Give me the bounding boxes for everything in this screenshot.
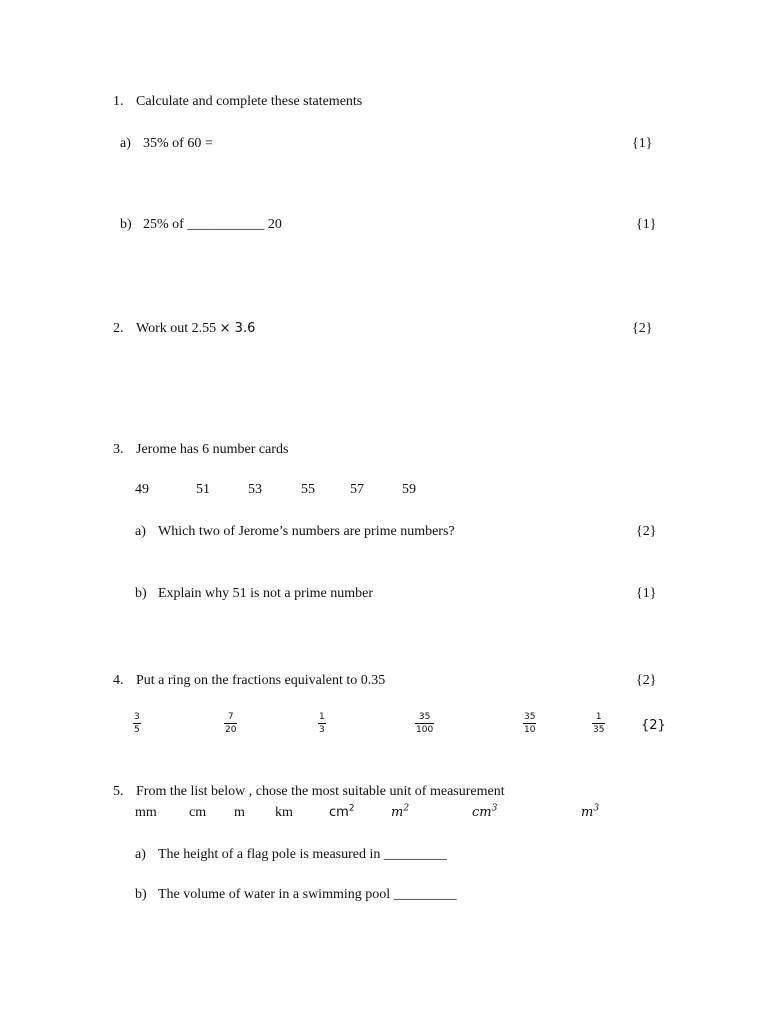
q3a-label: a) bbox=[135, 524, 146, 539]
q4-fractions-mark: {2} bbox=[641, 718, 666, 733]
unit-cm-squared bbox=[329, 804, 355, 822]
q3-text: Jerome has 6 number cards bbox=[136, 442, 289, 457]
q1b-label: b) bbox=[120, 217, 132, 232]
q2-text-main: Work out 2.55 bbox=[136, 321, 220, 336]
fraction-option[interactable] bbox=[133, 712, 141, 735]
fraction-bar bbox=[592, 723, 605, 724]
fraction-denominator: 10 bbox=[524, 725, 536, 735]
fraction-denominator: 35 bbox=[593, 725, 605, 735]
fraction-denominator: 100 bbox=[416, 725, 434, 735]
q1-number: 1. bbox=[113, 94, 124, 109]
q3-card: 53 bbox=[248, 482, 262, 497]
fraction-bar bbox=[133, 723, 141, 724]
fraction-option[interactable] bbox=[318, 712, 326, 735]
q1b-mark: {1} bbox=[636, 217, 657, 232]
unit-cm: cm bbox=[189, 805, 207, 820]
fraction-numerator: 1 bbox=[319, 712, 325, 722]
q5b-text: The volume of water in a swimming pool _________ bbox=[158, 887, 457, 902]
q5b-label: b) bbox=[135, 887, 147, 902]
unit-m-cubed-base: m bbox=[581, 805, 594, 820]
unit-mm: mm bbox=[135, 805, 157, 820]
unit-cm-cubed-base: cm bbox=[472, 805, 492, 820]
q2-text bbox=[136, 320, 255, 338]
q4-text: Put a ring on the fractions equivalent to 0.35 bbox=[136, 673, 386, 688]
fraction-bar bbox=[415, 723, 434, 724]
unit-m: m bbox=[234, 805, 245, 820]
fraction-denominator: 3 bbox=[319, 725, 325, 735]
fraction-option[interactable] bbox=[523, 712, 536, 735]
unit-m-squared bbox=[391, 804, 409, 822]
q2-times-expression: × 3.6 bbox=[219, 321, 256, 336]
q3-card: 51 bbox=[196, 482, 210, 497]
fraction-option[interactable] bbox=[592, 712, 605, 735]
q5-text: From the list below , chose the most suitable unit of measurement bbox=[136, 784, 505, 799]
fraction-numerator: 1 bbox=[595, 712, 602, 722]
unit-km: km bbox=[275, 805, 293, 820]
fraction-numerator: 7 bbox=[227, 712, 234, 722]
q3a-mark: {2} bbox=[636, 524, 657, 539]
fraction-bar bbox=[318, 723, 326, 724]
unit-cm-squared-base: cm bbox=[329, 805, 349, 820]
q1a-mark: {1} bbox=[632, 136, 653, 151]
q5-number: 5. bbox=[113, 784, 124, 799]
q4-number: 4. bbox=[113, 673, 124, 688]
fraction-bar bbox=[523, 723, 536, 724]
q3b-text: Explain why 51 is not a prime number bbox=[158, 586, 374, 601]
q3-card: 49 bbox=[135, 482, 149, 497]
fraction-numerator: 3 bbox=[134, 712, 140, 722]
unit-cm-cubed bbox=[472, 804, 497, 822]
unit-cubed-exponent: 3 bbox=[593, 803, 600, 814]
unit-cubed-exponent: 3 bbox=[491, 803, 498, 814]
q1-text: Calculate and complete these statements bbox=[136, 94, 363, 109]
fraction-bar bbox=[224, 723, 237, 724]
q3a-text: Which two of Jerome’s numbers are prime numbers? bbox=[158, 524, 455, 539]
fraction-denominator: 20 bbox=[225, 725, 237, 735]
q1b-text: 25% of ___________ 20 bbox=[143, 217, 282, 232]
q4-mark: {2} bbox=[636, 673, 657, 688]
fraction-option[interactable] bbox=[224, 712, 237, 735]
fraction-numerator: 35 bbox=[524, 712, 536, 722]
q5a-text: The height of a flag pole is measured in _________ bbox=[158, 847, 447, 862]
q1a-text: 35% of 60 = bbox=[143, 136, 213, 151]
fraction-numerator: 35 bbox=[418, 712, 431, 722]
q3b-mark: {1} bbox=[636, 586, 657, 601]
unit-squared-exponent: 2 bbox=[403, 803, 410, 814]
q3-number: 3. bbox=[113, 442, 124, 457]
q5a-label: a) bbox=[135, 847, 146, 862]
unit-squared-exponent: 2 bbox=[348, 803, 355, 814]
q2-mark: {2} bbox=[632, 321, 653, 336]
q3-card: 55 bbox=[301, 482, 315, 497]
fraction-denominator: 5 bbox=[134, 725, 140, 735]
q2-number: 2. bbox=[113, 321, 124, 336]
unit-m-squared-base: m bbox=[391, 805, 404, 820]
q3-card: 57 bbox=[350, 482, 364, 497]
fraction-option[interactable] bbox=[415, 712, 434, 735]
unit-m-cubed bbox=[581, 804, 599, 822]
q3-card: 59 bbox=[402, 482, 416, 497]
q3b-label: b) bbox=[135, 586, 147, 601]
q1a-label: a) bbox=[120, 136, 131, 151]
